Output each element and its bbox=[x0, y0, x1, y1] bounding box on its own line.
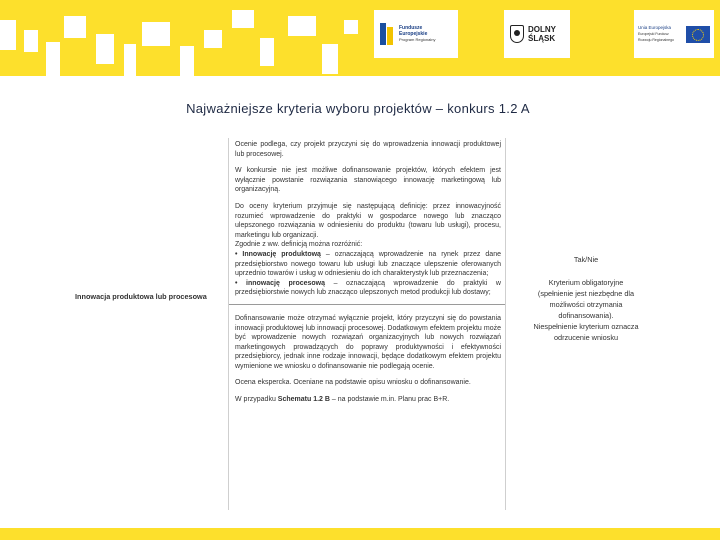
header-decoration bbox=[204, 30, 222, 48]
header-banner bbox=[0, 0, 720, 76]
slide-title: Najważniejsze kryteria wyboru projektów – konkurs 1.2 A bbox=[186, 101, 530, 116]
header-decoration bbox=[142, 22, 170, 46]
description-paragraph: Do oceny kryterium przyjmuje się następującą definicję: przez innowacyjność rozumieć wprowadzenie do praktyki w gospodarce nowego lub znacząco ulepszonego rozwiązania w odniesieniu do produktu (towaru lub usługi), procesu, marketingu lub organizacji. bbox=[235, 202, 501, 239]
fe-mark-icon bbox=[380, 21, 396, 47]
scoring-line: możliwości otrzymania bbox=[549, 300, 623, 309]
header-decoration bbox=[24, 30, 38, 52]
header-decoration bbox=[260, 38, 274, 66]
scoring-line: Kryterium obligatoryjne bbox=[548, 278, 624, 287]
bullet-process-innovation bbox=[235, 279, 501, 298]
text-run-bold: Schematu 1.2 B bbox=[277, 396, 330, 404]
section-divider bbox=[229, 304, 505, 305]
description-paragraph: Ocenie podlega, czy projekt przyczyni się do wprowadzenia innowacji produktowej lub procesowej. bbox=[235, 141, 501, 158]
header-decoration bbox=[322, 44, 338, 74]
description-paragraph: W konkursie nie jest możliwe dofinansowanie projektów, których efektem jest wyłącznie powstanie rozwiązania stanowiącego innowację marketingową lub organizacyjną. bbox=[235, 167, 501, 194]
bullet-label: • innowację procesową bbox=[235, 279, 326, 287]
logo-text: Unia Europejska bbox=[638, 25, 672, 30]
logo-text: Rozwoju Regionalnego bbox=[638, 38, 674, 42]
bullet-text: – oznaczającą wprowadzenie na rynek przez dane przedsiębiorstwo nowego towaru lub usługi lub znaczące ulepszenie oferowanych uprzednio towarów i usług w odniesieniu do ich charakterystyk lub przeznaczenia; bbox=[235, 250, 501, 278]
scoring-column bbox=[510, 254, 662, 343]
text-run: W przypadku bbox=[235, 396, 278, 404]
scoring-line: odrzucenie wniosku bbox=[553, 333, 619, 342]
header-decoration bbox=[96, 34, 114, 64]
logo-text: Europejski Fundusz bbox=[638, 32, 669, 36]
crest-icon bbox=[510, 25, 524, 43]
ue-logo bbox=[634, 10, 714, 58]
criterion-description bbox=[228, 138, 506, 510]
bullet-label: • Innowację produktową bbox=[235, 250, 321, 258]
header-decoration bbox=[0, 20, 16, 50]
description-paragraph bbox=[235, 395, 501, 405]
description-paragraph: Dofinansowanie może otrzymać wyłącznie projekt, który przyczyni się do powstania innowacji produktowej lub innowacji procesowej. Dodatkowym efektem projektu może być wprowadzenie nowych rozwiązań organizacyjnych lub nowych rozwiązań marketingowych prowadzących do poprawy produktywności i efektywności przedsiębiorcy, jednak inne rodzaje innowacji, będące dodatkowym efektem projektu wymienione we wniosku o dofinansowanie nie podlegają ocenie. bbox=[235, 314, 501, 370]
criterion-name: Innowacja produktowa lub procesowa bbox=[75, 292, 207, 301]
header-decoration bbox=[344, 20, 358, 34]
dolny-slask-logo bbox=[504, 10, 570, 58]
header-decoration bbox=[64, 16, 86, 38]
scoring-line: (spełnienie jest niezbędne dla bbox=[537, 289, 635, 298]
logo-text: ŚLĄSK bbox=[528, 34, 556, 43]
logo-text: Fundusze bbox=[399, 25, 423, 31]
description-paragraph: Ocena ekspercka. Oceniane na podstawie opisu wniosku o dofinansowanie. bbox=[235, 379, 471, 387]
header-decoration bbox=[232, 10, 254, 28]
logo-text: Program Regionalny bbox=[399, 37, 436, 42]
header-decoration bbox=[288, 16, 316, 36]
header-decoration bbox=[46, 42, 60, 76]
bullet-product-innovation bbox=[235, 250, 501, 279]
scoring-answer: Tak/Nie bbox=[573, 255, 599, 264]
footer-bar bbox=[0, 528, 720, 540]
header-decoration bbox=[124, 44, 136, 76]
scoring-line: dofinansowania). bbox=[558, 311, 614, 320]
description-paragraph: Zgodnie z ww. definicją można rozróżnić: bbox=[235, 241, 363, 249]
bullet-text: – oznaczającą wprowadzenie do praktyki w przedsiębiorstwie nowych lub znacząco ulepszonych metod produkcji lub dostawy; bbox=[235, 279, 501, 297]
eu-flag-icon bbox=[686, 26, 710, 43]
logo-text: DOLNY bbox=[528, 25, 556, 34]
header-decoration bbox=[180, 46, 194, 76]
logo-text: Europejskie bbox=[399, 31, 428, 37]
scoring-line: Niespełnienie kryterium oznacza bbox=[533, 322, 639, 331]
text-run: – na podstawie m.in. Planu prac B+R. bbox=[329, 396, 450, 404]
fundusze-europejskie-logo bbox=[374, 10, 458, 58]
